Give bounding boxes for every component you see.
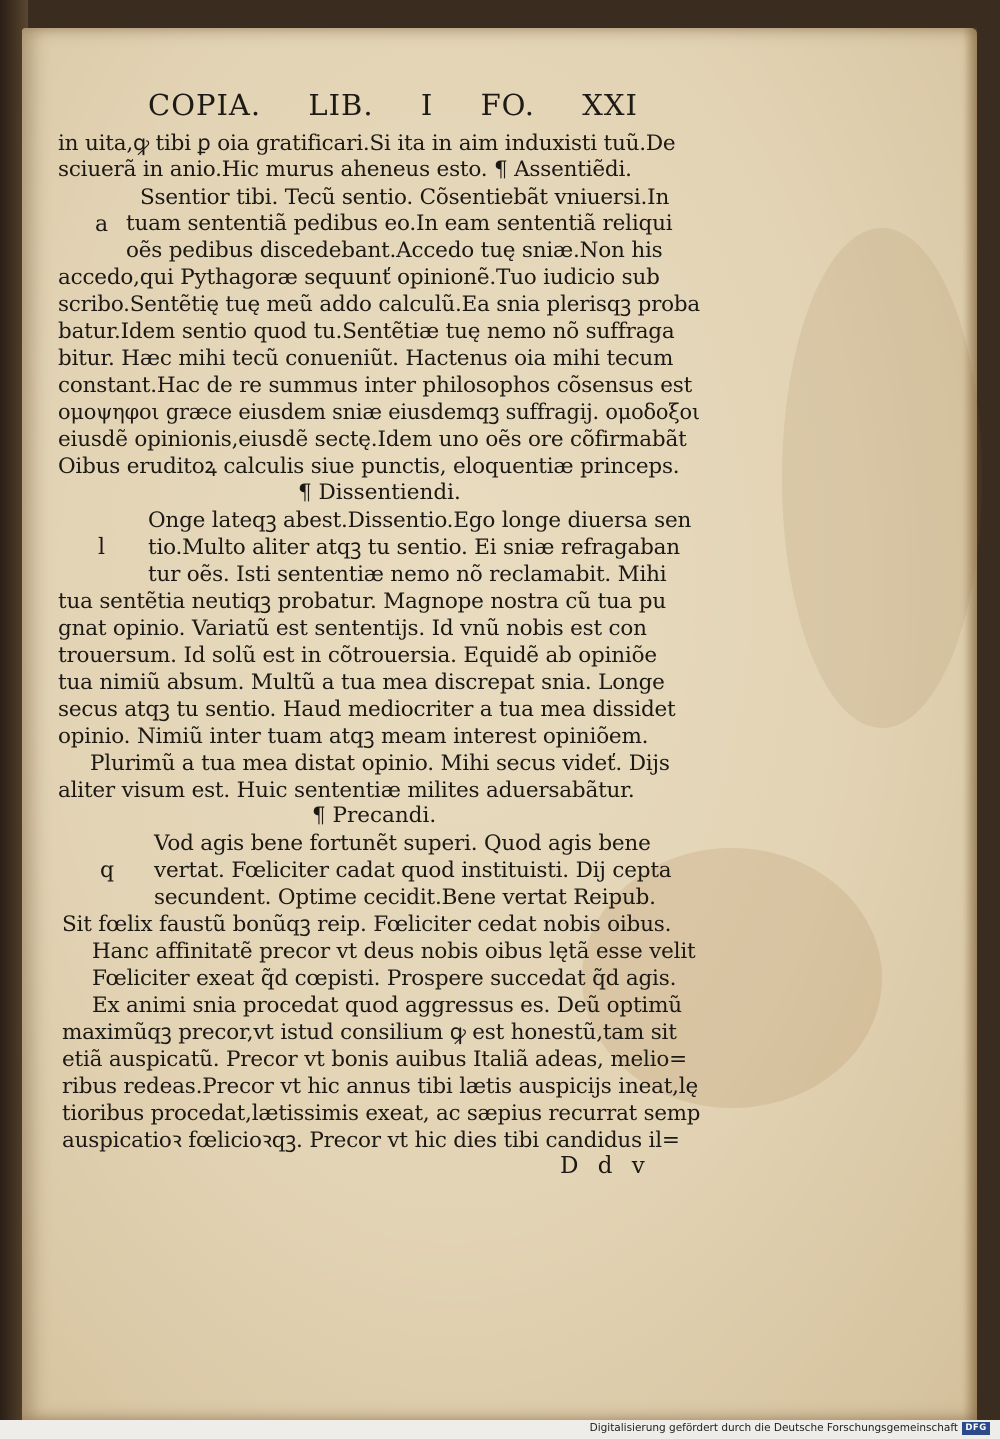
page-edge-shadow <box>963 28 977 1420</box>
text-line: secundent. Optime cecidit.Bene vertat Reipub. <box>154 885 656 910</box>
text-line: Ex animi snia procedat quod aggressus es. Deũ optimũ <box>92 993 682 1018</box>
text-line: Hanc affinitatẽ precor vt deus nobis oibus lętã esse velit <box>92 939 696 964</box>
header-lib: LIB. <box>308 88 374 122</box>
text-line: Ssentior tibi. Tecũ sentio. Cõsentiebãt vniuersi.In <box>140 185 670 210</box>
digitization-credit: Digitalisierung gefördert durch die Deutsche Forschungsgemeinschaft <box>589 1422 958 1434</box>
text-line: tio.Multo aliter atqꝫ tu sentio. Ei sniæ refragaban <box>148 535 680 560</box>
text-line: Vod agis bene fortunẽt superi. Quod agis bene <box>154 831 651 856</box>
text-line: aliter visum est. Huic sententiæ milites aduersabãtur. <box>58 778 635 803</box>
text-line: accedo,qui Pythagoræ sequunť opinionẽ.Tuo iudicio sub <box>58 265 660 290</box>
dfg-logo: DFG <box>962 1422 990 1435</box>
text-line: ομοψηφοι græce eiusdem sniæ eiusdemqꝫ suffragij. ομοδοξοι <box>58 400 700 425</box>
text-line: Sit fœlix faustũ bonũqꝫ reip. Fœliciter cedat nobis oibus. <box>62 912 672 937</box>
text-line: opinio. Nimiũ inter tuam atqꝫ meam interest opiniõem. <box>58 724 649 749</box>
text-line: oẽs pedibus discedebant.Accedo tuę sniæ.Non his <box>126 238 663 263</box>
text-line: maximũqꝫ precor,vt istud consilium ꝙ est honestũ,tam sit <box>62 1020 677 1045</box>
guide-initial: q <box>100 858 115 883</box>
running-header <box>148 88 638 122</box>
text-line: Onge lateqꝫ abest.Dissentio.Ego longe diuersa sen <box>148 508 692 533</box>
page-stain <box>782 228 982 728</box>
text-line: tuam sententiã pedibus eo.In eam sententiã reliqui <box>126 211 673 236</box>
signature-mark: D d v <box>560 1153 651 1179</box>
header-fo: FO. <box>480 88 535 122</box>
text-line: trouersum. Id solũ est in cõtrouersia. Equidẽ ab opiniõe <box>58 643 657 668</box>
text-line: bitur. Hæc mihi tecũ conueniũt. Hactenus oia mihi tecum <box>58 346 674 371</box>
section-heading: ¶ Precandi. <box>312 803 437 828</box>
text-line: ribus redeas.Precor vt hic annus tibi lætis auspicijs ineat,lę <box>62 1074 699 1099</box>
guide-initial: a <box>95 212 109 237</box>
text-line: tua nimiũ absum. Multũ a tua mea discrepat snia. Longe <box>58 670 665 695</box>
text-line: tua sentẽtia neutiqꝫ probatur. Magnope nostra cũ tua pu <box>58 589 667 614</box>
text-line: secus atqꝫ tu sentio. Haud mediocriter a tua mea dissidet <box>58 697 676 722</box>
header-folio-number: XXI <box>582 88 638 122</box>
text-line: tioribus procedat,lætissimis exeat, ac sæpius recurrat semp <box>62 1101 701 1126</box>
guide-initial: l <box>98 535 106 560</box>
text-line: constant.Hac de re summus inter philosophos cõsensus est <box>58 373 693 398</box>
text-line: eiusdẽ opinionis,eiusdẽ sectę.Idem uno oẽs ore cõfirmabãt <box>58 427 687 452</box>
text-line: sciuerã in anio.Hic murus aheneus esto. ¶ Assentiẽdi. <box>58 157 632 182</box>
header-book-number: I <box>420 88 434 122</box>
text-line: Plurimũ a tua mea distat opinio. Mihi secus videť. Dijs <box>90 751 670 776</box>
text-line: tur oẽs. Isti sententiæ nemo nõ reclamabit. Mihi <box>148 562 667 587</box>
text-line: gnat opinio. Variatũ est sententijs. Id vnũ nobis est con <box>58 616 647 641</box>
text-line: auspicatioꝛ fœlicioꝛqꝫ. Precor vt hic dies tibi candidus il= <box>62 1128 680 1153</box>
section-heading: ¶ Dissentiendi. <box>298 480 461 505</box>
text-line: in uita,ꝙ tibi ꝑ oia gratificari.Si ita in aim induxisti tuũ.De <box>58 131 676 156</box>
text-line: vertat. Fœliciter cadat quod instituisti. Dij cepta <box>154 858 672 883</box>
text-line: Oibus eruditoꝝ calculis siue punctis, eloquentiæ princeps. <box>58 454 680 479</box>
header-book-title: COPIA. <box>148 88 262 122</box>
text-line: batur.Idem sentio quod tu.Sentẽtiæ tuę nemo nõ suffraga <box>58 319 675 344</box>
text-line: scribo.Sentẽtię tuę meũ addo calculũ.Ea snia plerisqꝫ proba <box>58 292 701 317</box>
text-line: Fœliciter exeat q̃d cœpisti. Prospere succedat q̃d agis. <box>92 966 677 991</box>
text-line: etiã auspicatũ. Precor vt bonis auibus Italiã adeas, melio= <box>62 1047 687 1072</box>
